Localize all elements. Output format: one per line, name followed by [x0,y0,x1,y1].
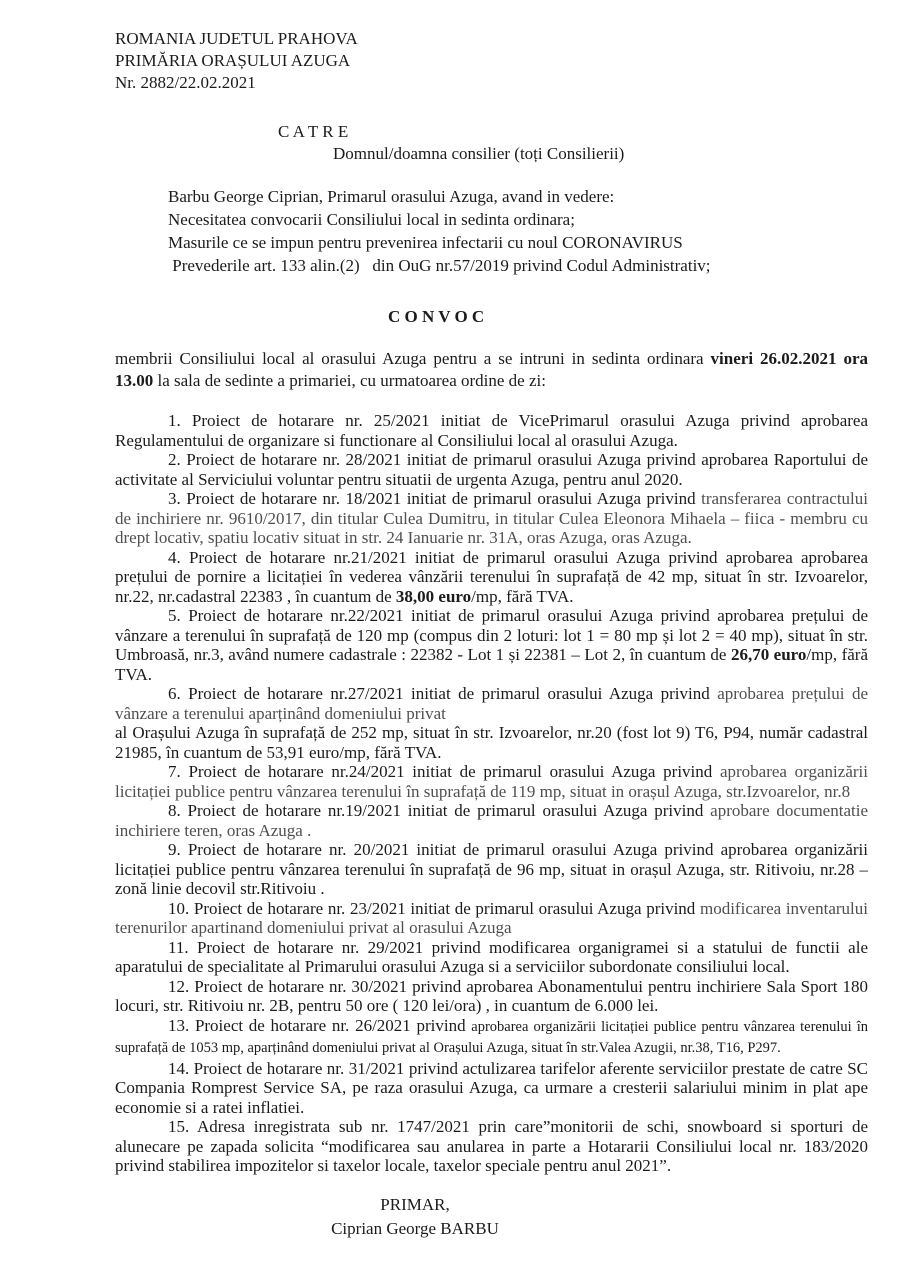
agenda-item: 14. Proiect de hotarare nr. 31/2021 privind actulizarea tarifelor aferente serviciilor prestate de catre SC Compania Romprest Service SA, pe raza orasului Azuga, ca urmare a cresterii salariului minim in plat ape economie si a ratei inflatiei. [115,1058,868,1117]
agenda-item: 9. Proiect de hotarare nr. 20/2021 initiat de primarul orasului Azuga privind aprobarea organizării licitației publice pentru vânzarea terenului în suprafață de 96 mp, situat in orașul Azuga, str. Ritivoiu, nr.28 – zonă linie decovil str.Ritivoiu . [115,840,868,898]
agenda-item: 6. Proiect de hotarare nr.27/2021 initiat de primarul orasului Azuga privind aprobarea prețului de vânzare a terenului aparținând domeniului privat al Orașului Azuga în suprafață de 252 mp, situat în str. Izvoarelor, nr.20 (fost lot 9) T6, P94, număr cadastral 21985, în cuantum de 53,91 euro/mp, fără TVA. [115,684,868,762]
letterhead [115,28,868,94]
agenda-item: 3. Proiect de hotarare nr. 18/2021 initiat de primarul orasului Azuga privind transferarea contractului de inchiriere nr. 9610/2017, din titular Culea Dumitru, in titular Culea Eleonora Mihaela – fiica - membru cu drept locativ, spatiu locativ situat in str. 24 Ianuarie nr. 31A, oras Azuga, oras Azuga. [115,489,868,547]
letterhead-country-line: ROMANIA JUDETUL PRAHOVA [115,29,358,48]
agenda-item: 2. Proiect de hotarare nr. 28/2021 initiat de primarul orasului Azuga privind aprobarea Raportului de activitate al Serviciului voluntar pentru situatii de urgenta Azuga, pentru anul 2020. [115,450,868,489]
letterhead-number-line: Nr. 2882/22.02.2021 [115,73,256,92]
signature-name: Ciprian George BARBU [331,1218,499,1238]
agenda-item: 12. Proiect de hotarare nr. 30/2021 privind aprobarea Abonamentului pentru inchiriere Sala Sport 180 locuri, str. Ritivoiu nr. 2B, pentru 50 ore ( 120 lei/ora) , in cuantum de 6.000 lei. [115,976,868,1015]
convoc-title: C O N V O C [388,307,485,326]
agenda-item: 11. Proiect de hotarare nr. 29/2021 privind modificarea organigramei si a statului de functii ale aparatului de specialitate al Primarului orasului Azuga si a serviciilor subordonate consiliului local. [115,937,868,976]
agenda-item: 15. Adresa inregistrata sub nr. 1747/2021 prin care”monitorii de schi, snowboard si sporturi de alunecare pe zapada solicita “modificarea sau anularea in parte a Hotararii Consiliului local nr. 183/2020 privind stabilirea impozitelor si taxelor locale, taxelor speciale pentru anul 2021”. [115,1117,868,1175]
agenda-item: 10. Proiect de hotarare nr. 23/2021 initiat de primarul orasului Azuga privind modificarea inventarului terenurilor apartinand domeniului privat al orasului Azuga [115,898,868,937]
addressee-title: C A T R E [278,122,349,141]
agenda-item: 7. Proiect de hotarare nr.24/2021 initiat de primarul orasului Azuga privind aprobarea organizării licitației publice pentru vânzarea terenului în suprafață de 119 mp, situat in orașul Azuga, str.Izvoarelor, nr.8 [115,762,868,801]
preamble-line: Necesitatea convocarii Consiliului local in sedinta ordinara; [168,210,575,229]
agenda-item: 5. Proiect de hotarare nr.22/2021 initiat de primarul orasului Azuga privind aprobarea prețului de vânzare a terenului în suprafață de 120 mp (compus din 2 loturi: lot 1 = 80 mp și lot 2 = 40 mp), situat în str. Umbroasă, nr.3, având numere cadastrale : 22382 - Lot 1 și 22381 – Lot 2, în cuantum de 26,70 euro/mp, fără TVA. [115,606,868,684]
preamble-line: Barbu George Ciprian, Primarul orasului Azuga, avand in vedere: [168,187,615,206]
preamble-line: Prevederile art. 133 alin.(2) din OuG nr.57/2019 privind Codul Administrativ; [168,256,711,275]
agenda-item: 8. Proiect de hotarare nr.19/2021 initiat de primarul orasului Azuga privind aprobare documentatie inchiriere teren, oras Azuga . [115,801,868,840]
addressee-subtitle: Domnul/doamna consilier (toți Consilierii) [333,144,625,163]
signature-role: PRIMAR, [380,1194,450,1214]
agenda-item: 4. Proiect de hotarare nr.21/2021 initiat de primarul orasului Azuga privind aprobarea aprobarea prețului de pornire a licitației în vederea vânzării terenului în suprafață de 42 mp, situat în str. Izvoarelor, nr.22, nr.cadastral 22383 , în cuantum de 38,00 euro/mp, fără TVA. [115,547,868,606]
agenda-item: 13. Proiect de hotarare nr. 26/2021 privind aprobarea organizării licitației publice pentru vânzarea terenului în suprafață de 1053 mp, aparținând domeniului privat al Orașului Azuga, situat în str.Valea Azugii, nr.38, T16, P297. [115,1015,868,1056]
convoc-intro: membrii Consiliului local al orasului Azuga pentru a se intruni in sedinta ordinara vineri 26.02.2021 ora 13.00 la sala de sedinte a primariei, cu urmatoarea ordine de zi: [115,349,868,390]
preamble [168,185,868,277]
agenda-item: 1. Proiect de hotarare nr. 25/2021 initiat de VicePrimarul orasului Azuga privind aprobarea Regulamentului de organizare si functionare al Consiliului local al orasului Azuga. [115,411,868,450]
signature-block [265,1193,565,1241]
preamble-line: Masurile ce se impun pentru prevenirea infectarii cu noul CORONAVIRUS [168,233,683,252]
letterhead-institution-line: PRIMĂRIA ORAȘULUI AZUGA [115,51,351,70]
agenda-list [115,411,868,1176]
